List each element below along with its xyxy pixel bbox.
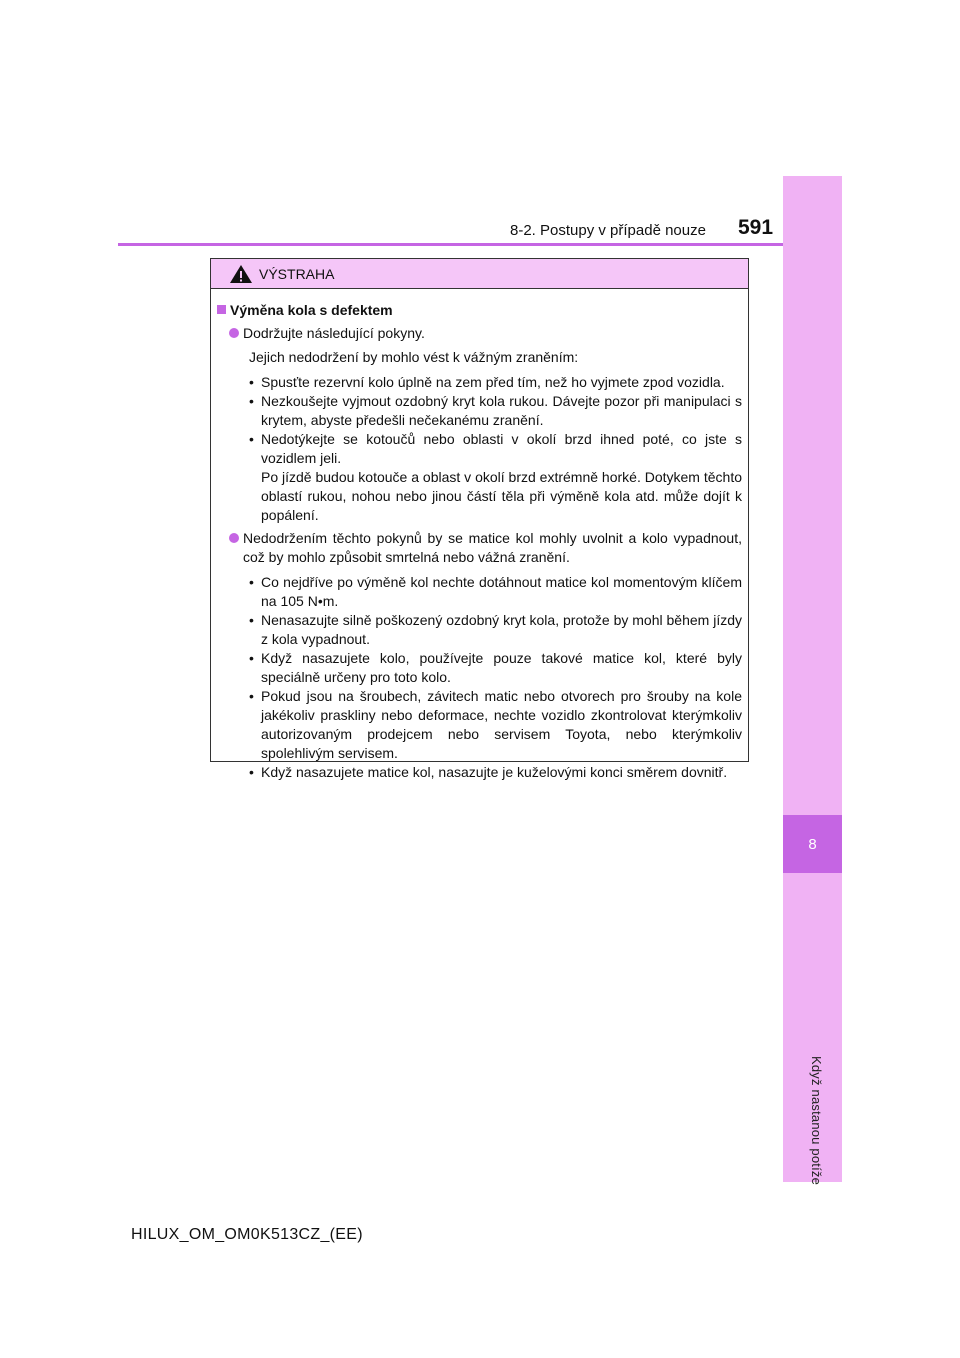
list-item: • Když nasazujete kolo, používejte pouze takové matice kol, které byly speciálně určeny pro toto kolo. [249, 649, 742, 687]
warning-heading: Výměna kola s defektem [230, 302, 393, 318]
list-item: • Nezkoušejte vyjmout ozdobný kryt kola rukou. Dávejte pozor při manipulaci s krytem, abyste předešli nečekanému zranění. [249, 392, 742, 430]
list-item: • Když nasazujete matice kol, nasazujte je kuželovými konci směrem dovnitř. [249, 763, 742, 782]
list-item-extra: Po jízdě budou kotouče a oblast v okolí brzd extrémně horké. Dotykem těchto oblastí rukou, nohou nebo jinou částí těla při výměně kola atd. může dojít k popálení. [261, 469, 742, 523]
bullet-note: Jejich nedodržení by mohlo vést k vážným zraněním: [249, 349, 579, 365]
bullet-text: Nedodržením těchto pokynů by se matice kol mohly uvolnit a kolo vypadnout, což by mohlo způsobit smrtelná nebo vážná zranění. [243, 530, 742, 565]
warning-box [210, 258, 749, 780]
header-divider [118, 243, 783, 246]
list-item: • Co nejdříve po výměně kol nechte dotáhnout matice kol momentovým klíčem na 105 N•m. [249, 573, 742, 611]
warning-body [211, 289, 748, 782]
document-code: HILUX_OM_OM0K513CZ_(EE) [131, 1226, 363, 1243]
item-list [217, 373, 742, 525]
item-list [217, 573, 742, 782]
list-item: • Spusťte rezervní kolo úplně na zem před tím, než ho vyjmete zpod vozidla. [249, 373, 742, 392]
round-bullet-icon [229, 328, 239, 338]
chapter-number: 8 [783, 815, 842, 873]
bullet-text: Dodržujte následující pokyny. [243, 325, 425, 341]
list-item: • Nenasazujte silně poškozený ozdobný kryt kola, protože by mohl během jízdy z kola vypadnout. [249, 611, 742, 649]
chapter-side-tab [783, 176, 842, 1186]
warning-label: VÝSTRAHA [259, 265, 335, 282]
chapter-title: Když nastanou potíže [809, 1056, 824, 1186]
list-item: • Pokud jsou na šroubech, závitech matic nebo otvorech pro šrouby na kole jakékoliv praskliny nebo deformace, nechte vozidlo zkontrolovat kterýmkoliv autorizovaným prodejcem nebo servisem Toyota, nebo kterýmkoliv spolehlivým servisem. [249, 687, 742, 763]
warning-heading-row [217, 301, 742, 320]
warning-triangle-icon [229, 264, 253, 284]
round-bullet-icon [229, 533, 239, 543]
section-title: 8-2. Postupy v případě nouze [510, 222, 706, 239]
list-item [249, 430, 742, 525]
bullet-row [217, 529, 742, 567]
warning-header [211, 259, 748, 289]
square-bullet-icon [217, 305, 226, 314]
bullet-row [217, 324, 742, 343]
page-number: 591 [738, 216, 774, 239]
list-item-text: • Nedotýkejte se kotoučů nebo oblasti v okolí brzd ihned poté, co jste s vozidlem jeli. [261, 431, 742, 466]
